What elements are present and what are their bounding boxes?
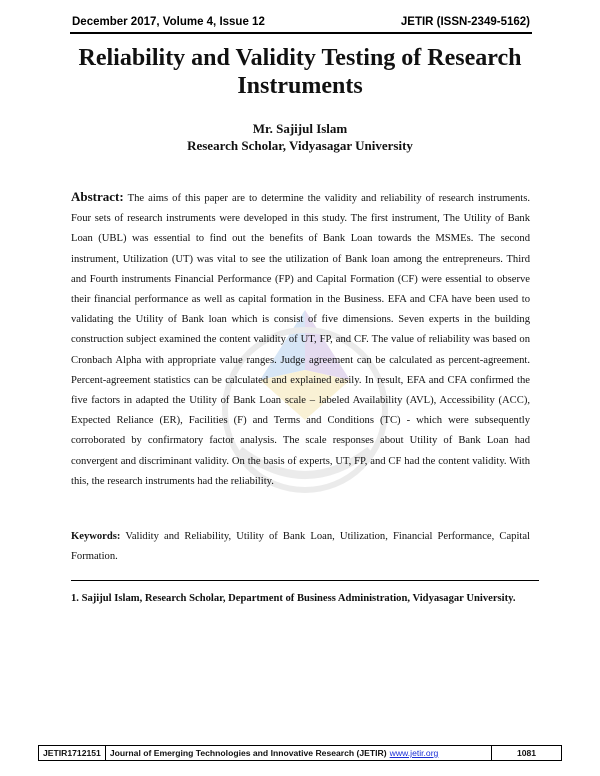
journal-url-link[interactable]: www.jetir.org [389,748,439,758]
page-footer [38,745,562,761]
paper-title: Reliability and Validity Testing of Research Instruments [78,45,522,99]
issn-info: JETIR (ISSN-2349-5162) [400,16,530,28]
author-block [60,120,540,154]
keywords-label: Keywords: [71,531,121,542]
paper-id: JETIR1712151 [39,746,106,760]
author-name: Mr. Sajijul Islam [252,121,348,136]
footnote-rule [71,580,539,581]
header-rule [70,32,532,34]
author-footnote: 1. Sajijul Islam, Research Scholar, Department of Business Administration, Vidyasagar University. [71,593,516,604]
abstract [71,187,530,492]
issue-info: December 2017, Volume 4, Issue 12 [72,16,265,28]
running-header [72,16,530,28]
journal-name: Journal of Emerging Technologies and Innovative Research (JETIR) [109,748,387,758]
journal-credit [106,746,491,760]
page-number: 1081 [491,746,561,760]
abstract-label: Abstract: [71,189,124,204]
abstract-text: The aims of this paper are to determine the validity and reliability of research instruments. Four sets of research instruments were developed in this study. The first instrument, The Utility of Bank Loan (UBL) was essential to find out the benefits of Bank Loan towards the MSMEs. The second instrument, Utilization (UT) was vital to see the utilization of Bank loan among the entrepreneurs. Third and Fourth instruments Financial Performance (FP) and Capital Formation (CF) were essential to observe their financial performance as well as capital formation in the Business. EFA and CFA have been used to validating the Utility of Bank loan which is consist of five dimensions. Seven experts in the building construction subject examined the content validity of UT, FP, and CF. The value of reliability was based on Cronbach Alpha with appropriate value ranges. Judge agreement can be calculated as percent-agreement. Percent-agreement statistics can be calculated and explained easily. In result, EFA and CFA confirmed the five factors in adapted the Utility of Bank Loan scale – labeled Availability (AVL), Accessibility (ACC), Expected Reliance (ER), Facilities (F) and Terms and Conditions (TC) - which were subsequently corroborated by confirmatory factor analysis. The scale responses about Utility of Bank Loan had convergent and discriminant validity. On the basis of experts, UT, FP, and CF had the content validity. With this, the research instruments had the reliability. [71,193,530,487]
keywords [71,527,530,566]
keywords-text: Validity and Reliability, Utility of Bank Loan, Utilization, Financial Performance, Capital Formation. [71,531,530,562]
author-affiliation: Research Scholar, Vidyasagar University [187,138,413,153]
